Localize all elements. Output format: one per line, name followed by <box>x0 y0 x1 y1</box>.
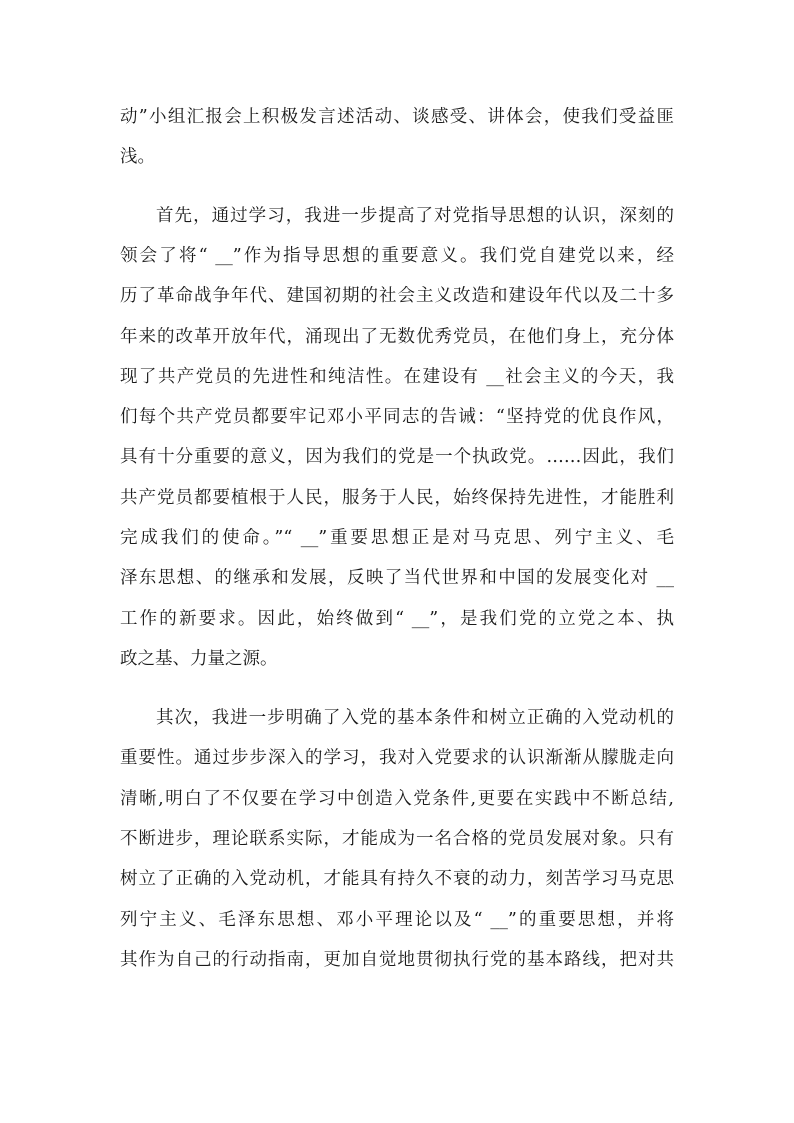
text-line: 共产党员都要植根于人民，服务于人民，始终保持先进性，才能胜利 <box>120 488 674 508</box>
text-line: 其作为自己的行动指南，更加自觉地贯彻执行党的基本路线，把对共 <box>120 950 674 970</box>
text-line: 泽东思想、的继承和发展，反映了当代世界和中国的发展变化对 __ <box>120 568 674 588</box>
text-line: 工作的新要求。因此，始终做到“ __”，是我们党的立党之本、执 <box>120 609 674 629</box>
text-line: 年来的改革开放年代，涌现出了无数优秀党员，在他们身上，充分体 <box>120 327 674 347</box>
text-line: 领会了将“ __”作为指导思想的重要意义。我们党自建党以来，经 <box>120 246 674 266</box>
text-line: 历了革命战争年代、建国初期的社会主义改造和建设年代以及二十多 <box>120 286 674 306</box>
text-line: 完成我们的使命。”“ __”重要思想正是对马克思、列宁主义、毛 <box>120 528 674 548</box>
text-line: 清晰,明白了不仅要在学习中创造入党条件,更要在实践中不断总结, <box>120 789 674 809</box>
text-line: 其次，我进一步明确了入党的基本条件和树立正确的入党动机的 <box>156 708 674 728</box>
text-line: 浅。 <box>120 147 155 167</box>
text-line: 们每个共产党员都要牢记邓小平同志的告诫：“坚持党的优良作风， <box>120 407 674 427</box>
text-line: 政之基、力量之源。 <box>120 649 278 669</box>
text-line: 列宁主义、毛泽东思想、邓小平理论以及“ __”的重要思想，并将 <box>120 910 674 930</box>
text-line: 具有十分重要的意义，因为我们的党是一个执政党。……因此，我们 <box>120 447 674 467</box>
text-line: 重要性。通过步步深入的学习，我对入党要求的认识渐渐从朦胧走向 <box>120 748 674 768</box>
text-line: 树立了正确的入党动机，才能具有持久不衰的动力，刻苦学习马克思 <box>120 869 674 889</box>
text-line: 首先，通过学习，我进一步提高了对党指导思想的认识，深刻的 <box>156 206 674 226</box>
text-line: 动”小组汇报会上积极发言述活动、谈感受、讲体会，使我们受益匪 <box>120 107 674 127</box>
text-line: 现了共产党员的先进性和纯洁性。在建设有 __社会主义的今天，我 <box>120 367 674 387</box>
text-line: 不断进步，理论联系实际，才能成为一名合格的党员发展对象。只有 <box>120 829 674 849</box>
